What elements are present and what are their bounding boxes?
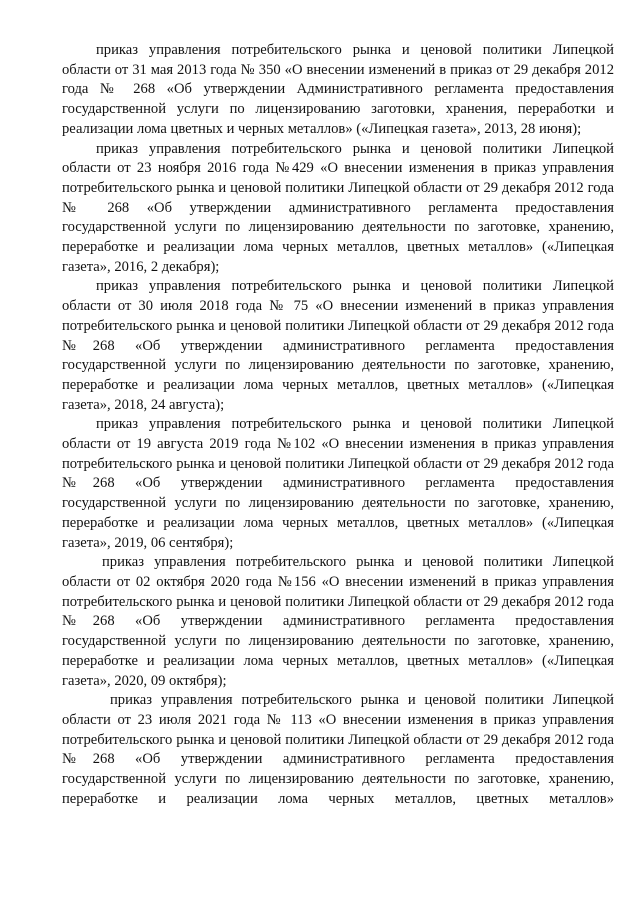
paragraph-order-2018: приказ управления потребительского рынка и ценовой политики Липецкой области от 30 июля 2018 года № 75 «О внесении изменений в приказ управления потребительского рынка и ценовой политики Липецкой области от 29 декабря 2012 года №268 «Об утверждении административного регламента предоставления государственной услуги по лицензированию деятельности по заготовке, хранению, переработке и реализации лома черных металлов, цветных металлов» («Липецкая газета», 2018, 24 августа); (62, 278, 614, 413)
paragraph-order-2019: приказ управления потребительского рынка и ценовой политики Липецкой области от 19 августа 2019 года №102 «О внесении изменения в приказ управления потребительского рынка и ценовой политики Липецкой области от 29 декабря 2012 года №268 «Об утверждении административного регламента предоставления государственной услуги по лицензированию деятельности по заготовке, хранению, переработке и реализации лома черных металлов, цветных металлов» («Липецкая газета», 2019, 06 сентября); (62, 416, 614, 551)
document-page (62, 41, 614, 809)
paragraph-order-2013: приказ управления потребительского рынка и ценовой политики Липецкой области от 31 мая 2013 года № 350 «О внесении изменений в приказ от 29 декабря 2012 года № 268 «Об утверждении Административного регламента предоставления государственной услуги по лицензированию заготовки, хранения, переработки и реализации лома цветных и черных металлов» («Липецкая газета», 2013, 28 июня); (62, 42, 614, 137)
paragraph-order-2016: приказ управления потребительского рынка и ценовой политики Липецкой области от 23 ноября 2016 года №429 «О внесении изменения в приказ управления потребительского рынка и ценовой политики Липецкой области от 29 декабря 2012 года № 268 «Об утверждении административного регламента предоставления государственной услуги по лицензированию деятельности по заготовке, хранению, переработке и реализации лома черных металлов, цветных металлов» («Липецкая газета», 2016, 2 декабря); (62, 140, 614, 275)
paragraph-order-2020: приказ управления потребительского рынка и ценовой политики Липецкой области от 02 октября 2020 года №156 «О внесении изменений в приказ управления потребительского рынка и ценовой политики Липецкой области от 29 декабря 2012 года №268 «Об утверждении административного регламента предоставления государственной услуги по лицензированию деятельности по заготовке, хранению, переработке и реализации лома черных металлов, цветных металлов» («Липецкая газета», 2020, 09 октября); (62, 554, 614, 689)
paragraph-order-2021: приказ управления потребительского рынка и ценовой политики Липецкой области от 23 июля 2021 года № 113 «О внесении изменения в приказ управления потребительского рынка и ценовой политики Липецкой области от 29 декабря 2012 года №268 «Об утверждении административного регламента предоставления государственной услуги по лицензированию деятельности по заготовке, хранению, переработке и реализации лома черных металлов, цветных металлов» (62, 692, 614, 807)
